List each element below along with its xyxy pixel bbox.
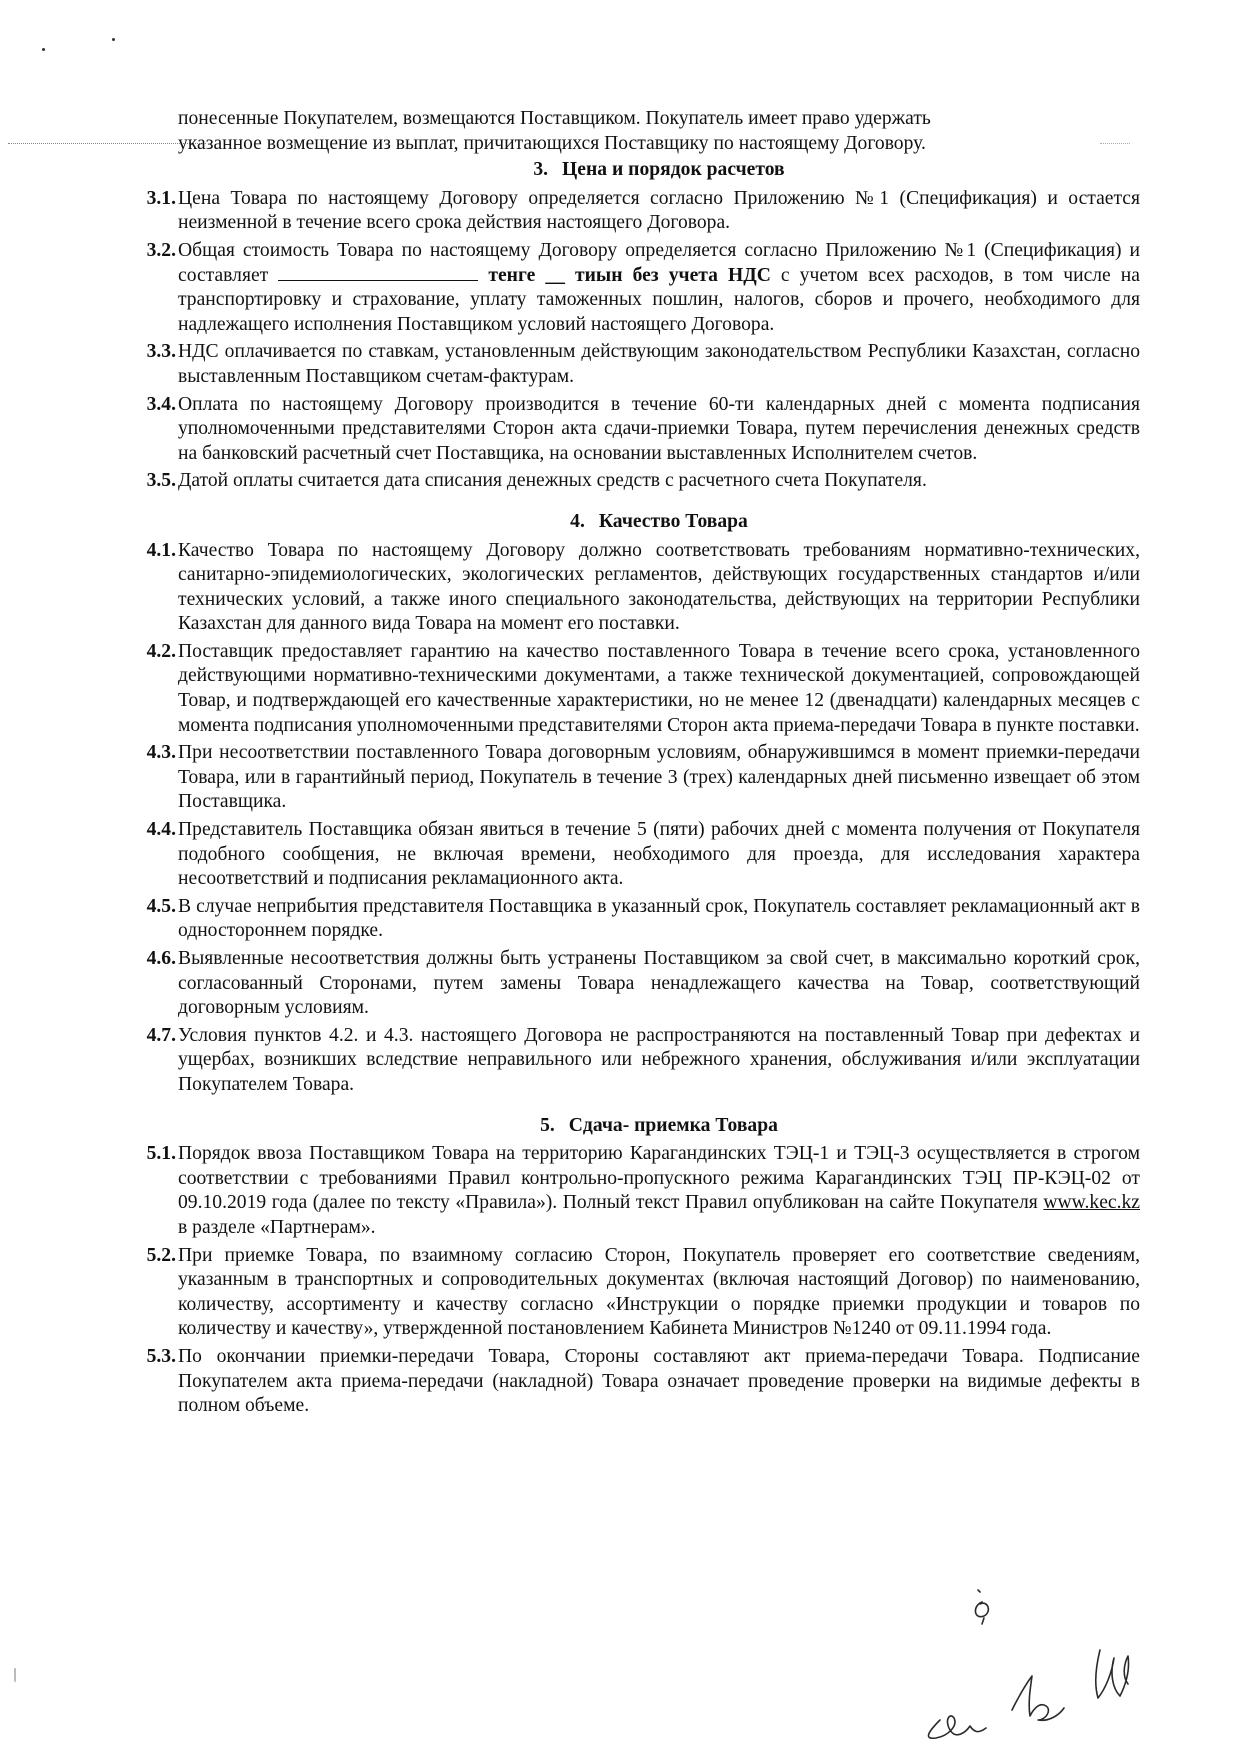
section-heading — [178, 510, 1140, 535]
scan-speck — [42, 48, 45, 51]
clause — [146, 539, 1140, 637]
clause-text: В случае неприбытия представителя Поставщика в указанный срок, Покупатель составляет рекламационный акт в одностороннем порядке. — [178, 895, 1140, 942]
clause — [146, 818, 1140, 892]
clause-number: 4.2. — [146, 640, 176, 662]
clause-number: 5.1. — [146, 1143, 176, 1165]
intro-paragraph — [178, 107, 1140, 156]
clause-number: 3.1. — [146, 187, 176, 209]
clause-text: Выявленные несоответствия должны быть устранены Поставщиком за свой счет, в максимально короткий срок, согласованный Сторонами, путем замены Товара ненадлежащего качества на Товар, соответствующий договорным условиям. — [178, 948, 1140, 1019]
clause-number: 4.1. — [146, 539, 176, 561]
intro-line: указанное возмещение из выплат, причитающихся Поставщику по настоящему Договору. — [178, 132, 926, 154]
clause-text: При приемке Товара, по взаимному согласию Сторон, Покупатель проверяет его соответствие сведениям, указанным в транспортных и сопроводительных документах (включая настоящий Договор) по наименованию, количеству, ассортименту и качеству согласно «Инструкции о порядке приемки продукции и товаров по количеству и качеству», утвержденной постановлением Кабинета Министров №1240 от 09.11.1994 года. — [178, 1244, 1140, 1340]
scan-speck — [112, 38, 115, 41]
clause-text-part: Порядок ввоза Поставщиком Товара на территорию Карагандинских ТЭЦ-1 и ТЭЦ-3 осуществляется в строгом соответствии с требованиями Правил контрольно-пропускного режима Карагандинских ТЭЦ ПР-КЭЦ-02 от 09.10.2019 года (далее по тексту «Правила»). Полный текст Правил опубликован на сайте Покупателя — [178, 1143, 1140, 1214]
signature-initials-2 — [1012, 1676, 1064, 1720]
clause-number: 4.4. — [146, 819, 176, 841]
clause-text: НДС оплачивается по ставкам, установленным действующим законодательством Республики Казахстан, согласно выставленным Поставщиком счетам-фактурам. — [178, 341, 1140, 387]
clause-text — [178, 1142, 1140, 1240]
clause-text: Поставщик предоставляет гарантию на качество поставленного Товара в течение всего срока, установленного действующими нормативно-техническими документами, а также технической документацией, сопровождающей Товар, и подтверждающей его качественные характеристики, но не менее 12 (двенадцати) календарных месяцев с момента подписания уполномоченными представителями Сторон акта приема-передачи Товара в пункте поставки. — [178, 640, 1140, 736]
clause — [146, 187, 1140, 236]
clause — [146, 1244, 1140, 1342]
clause-text: Оплата по настоящему Договору производится в течение 60-ти календарных дней с момента подписания уполномоченными представителями Сторон акта сдачи-приемки Товара, путем перечисления денежных средств на банковский расчетный счет Поставщика, на основании выставленных Исполнителем счетов. — [178, 393, 1140, 464]
clause-text: При несоответствии поставленного Товара договорным условиям, обнаружившимся в момент приемки-передачи Товара, или в гарантийный период, Покупатель в течение 3 (трех) календарных дней письменно извещает об этом Поставщика. — [178, 742, 1140, 813]
clause — [146, 895, 1140, 944]
clause-number: 3.5. — [146, 470, 176, 492]
clause — [146, 393, 1140, 467]
signature-initials-1 — [928, 1716, 986, 1738]
clause-number: 3.2. — [146, 239, 176, 261]
intro-line: понесенные Покупателем, возмещаются Поставщиком. Покупатель имеет право удержать — [178, 108, 931, 129]
amount-blank — [278, 264, 478, 281]
clause-number: 4.5. — [146, 895, 176, 917]
clause — [146, 1345, 1140, 1419]
scan-speck — [14, 1668, 16, 1682]
clause-text — [178, 239, 1140, 337]
clause — [146, 741, 1140, 815]
section-title: Качество Товара — [598, 510, 748, 532]
section-number: 4. — [570, 510, 585, 532]
signature-initial-mark — [975, 1590, 988, 1624]
clause-bold-part: тенге __ тиын без учета НДС — [488, 264, 771, 286]
section-number: 5. — [540, 1114, 555, 1136]
signatures — [900, 1580, 1190, 1750]
clause — [146, 340, 1140, 389]
clause — [146, 469, 1140, 494]
clause — [146, 640, 1140, 738]
clause-text: Качество Товара по настоящему Договору должно соответствовать требованиям нормативно-технических, санитарно-эпидемиологических, экологических регламентов, действующих государственных стандартов и/или технических условий, а также иного специального законодательства, действующих на территории Республики Казахстан для данного вида Товара на момент его поставки. — [178, 539, 1140, 635]
section-title: Сдача- приемка Товара — [568, 1114, 778, 1136]
clause-number: 3.4. — [146, 393, 176, 415]
clause-text: Цена Товара по настоящему Договору определяется согласно Приложению №1 (Спецификация) и остается неизменной в течение всего срока действия настоящего Договора. — [178, 187, 1140, 234]
clause-text-part: с учетом всех расходов, в том числе на транспортировку и страхование, уплату таможенных пошлин, налогов, сборов и прочего, необходимого для надлежащего исполнения Поставщиком условий настоящего Договора. — [178, 264, 1140, 335]
clause — [146, 239, 1140, 337]
clause-number: 4.6. — [146, 948, 176, 969]
clause-text: Представитель Поставщика обязан явиться в течение 5 (пяти) рабочих дней с момента получения от Покупателя подобного сообщения, не включая времени, необходимого для проезда, для исследования характера несоответствий и подписания рекламационного акта. — [178, 819, 1140, 890]
clause — [146, 1142, 1140, 1240]
section-heading — [178, 1114, 1140, 1139]
clause-number: 5.2. — [146, 1244, 176, 1266]
document-body — [146, 107, 1140, 1422]
section-heading — [178, 158, 1140, 183]
clause-text: Условия пунктов 4.2. и 4.3. настоящего Договора не распространяются на поставленный Товар при дефектах и ущербах, возникших вследствие неправильного или небрежного хранения, обслуживания и/или эксплуатации Покупателем Товара. — [178, 1024, 1140, 1095]
clause-text: По окончании приемки-передачи Товара, Стороны составляют акт приема-передачи Товара. Подписание Покупателем акта приема-передачи (накладной) Товара означает проведение проверки на видимые дефекты в полном объеме. — [178, 1345, 1140, 1417]
clause-number: 5.3. — [146, 1345, 176, 1367]
clause — [146, 947, 1140, 1021]
clause — [146, 1024, 1140, 1098]
signature-initials-3 — [1096, 1650, 1129, 1698]
clause-number: 4.7. — [146, 1024, 176, 1046]
clause-text-part: Общая стоимость Товара по настоящему Договору определяется согласно Приложению №1 (Спецификация) и составляет — [178, 239, 1140, 286]
clause-text: Датой оплаты считается дата списания денежных средств с расчетного счета Покупателя. — [178, 470, 927, 492]
section-number: 3. — [533, 159, 549, 181]
website-link[interactable]: www.kec.kz — [1043, 1192, 1140, 1214]
clause-text-part: в разделе «Партнерам». — [178, 1216, 376, 1238]
section-title: Цена и порядок расчетов — [562, 159, 785, 181]
scan-artifact-line — [8, 143, 206, 145]
clause-number: 3.3. — [146, 341, 176, 363]
clause-number: 4.3. — [146, 742, 176, 764]
